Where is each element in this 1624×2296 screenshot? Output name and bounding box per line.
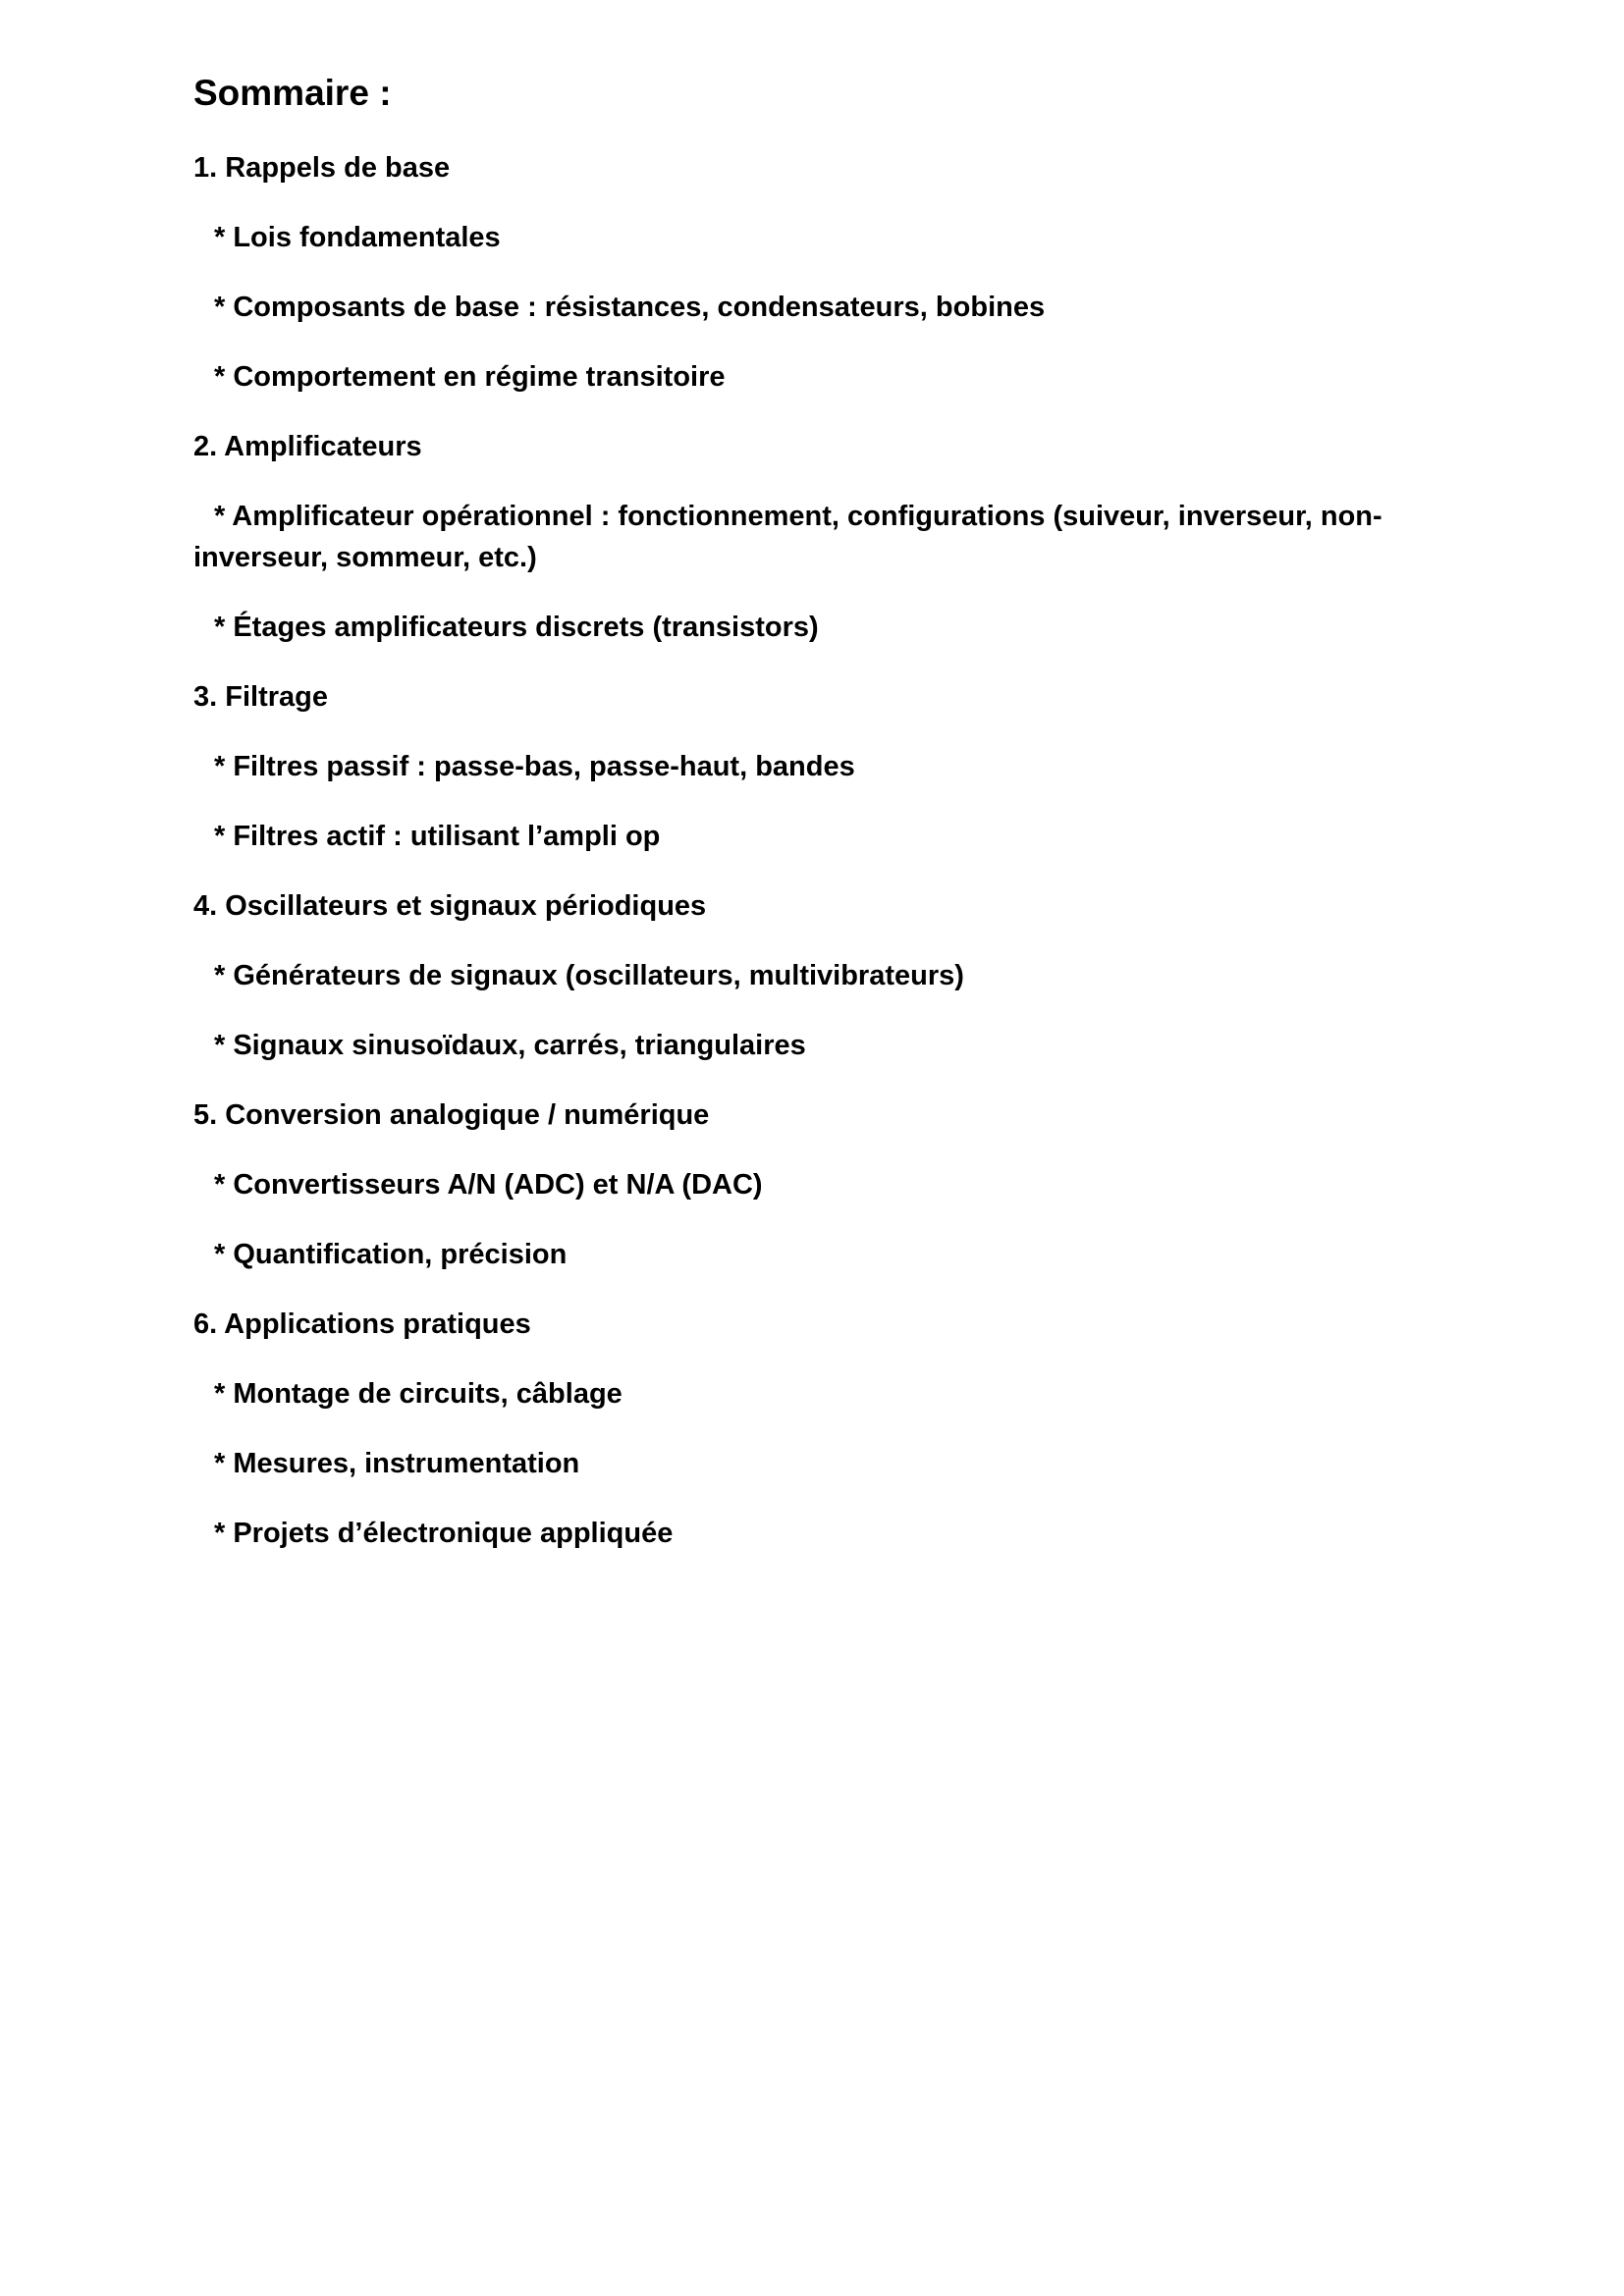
- section-heading: 5. Conversion analogique / numérique: [193, 1099, 710, 1131]
- section-6: [193, 1304, 1440, 1554]
- list-item: * Signaux sinusoïdaux, carrés, triangulaires: [214, 1030, 806, 1061]
- section-4: [193, 885, 1440, 1066]
- list-item: * Montage de circuits, câblage: [214, 1378, 623, 1410]
- list-item: * Filtres passif : passe-bas, passe-haut, bandes: [214, 751, 855, 782]
- list-item: * Projets d’électronique appliquée: [214, 1518, 674, 1549]
- list-item: * Générateurs de signaux (oscillateurs, multivibrateurs): [214, 960, 964, 991]
- document-page: [193, 69, 1440, 1582]
- section-5: [193, 1095, 1440, 1275]
- list-item: * Quantification, précision: [214, 1239, 568, 1270]
- section-heading: 4. Oscillateurs et signaux périodiques: [193, 890, 707, 922]
- section-heading: 1. Rappels de base: [193, 152, 451, 184]
- section-heading: 6. Applications pratiques: [193, 1308, 531, 1340]
- list-item: * Étages amplificateurs discrets (transistors): [214, 612, 819, 643]
- section-heading: 3. Filtrage: [193, 681, 328, 713]
- section-heading: 2. Amplificateurs: [193, 431, 422, 462]
- section-3: [193, 676, 1440, 857]
- list-item: * Comportement en régime transitoire: [214, 361, 726, 393]
- list-item: * Mesures, instrumentation: [214, 1448, 580, 1479]
- list-item: * Filtres actif : utilisant l’ampli op: [214, 821, 661, 852]
- section-2: [193, 426, 1440, 648]
- page-title: Sommaire :: [193, 73, 392, 113]
- list-item: * Convertisseurs A/N (ADC) et N/A (DAC): [214, 1169, 763, 1201]
- list-item: * Composants de base : résistances, condensateurs, bobines: [214, 292, 1046, 323]
- list-item: * Amplificateur opérationnel : fonctionnement, configurations (suiveur, inverseur, non-inverseur, sommeur, etc.): [193, 501, 1382, 573]
- section-1: [193, 147, 1440, 398]
- list-item: * Lois fondamentales: [214, 222, 501, 253]
